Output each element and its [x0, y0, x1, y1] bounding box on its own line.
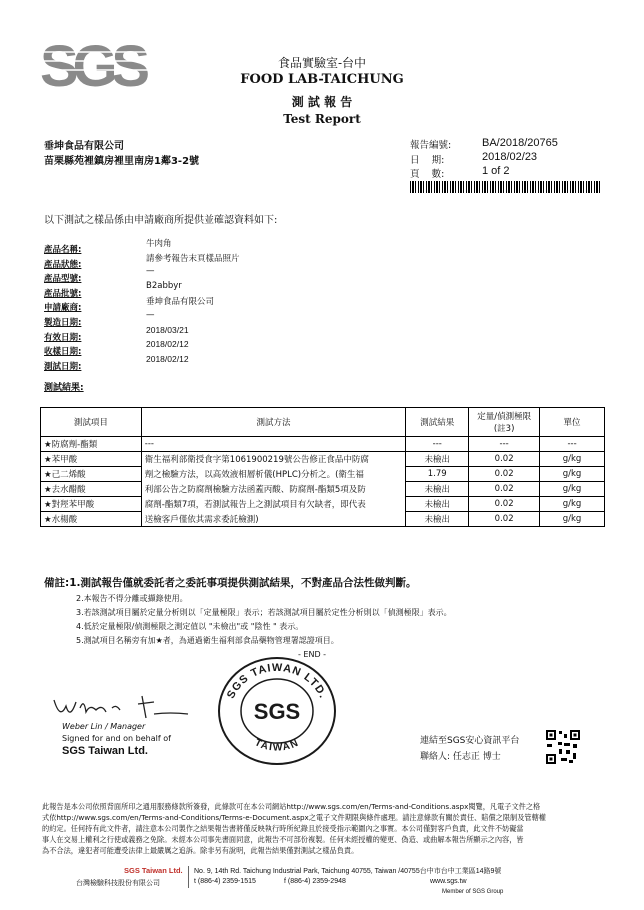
note-4: 4.低於定量極限/偵測極限之測定值以 "未檢出"或 "陰性 " 表示。 [76, 622, 304, 631]
note-3: 3.若該測試項目屬於定量分析則以「定量極限」表示；若該測試項目屬於定性分析則以「偵測極限」表示。 [76, 608, 452, 617]
footer-web[interactable]: www.sgs.tw [430, 878, 467, 885]
col-header-item: 測試項目 [41, 408, 142, 437]
footer-tel: t (886-4) 2359-1515 [194, 878, 256, 885]
signed-for-text: Signed for and on behalf of [62, 734, 171, 743]
report-date-value: 2018/02/23 [482, 151, 538, 163]
cell-item: ★苯甲酸 [41, 452, 142, 467]
sample-field-row [44, 339, 444, 358]
disclaimer-line: 式依http://www.sgs.com/en/Terms-and-Conditions/Terms-e-Document.aspx之電子文件期限與條件處理。請注意條款有關於責任、賠償之限制及管轄權 [42, 813, 546, 822]
col-header-limit: 定量/偵測極限(註3) [469, 408, 540, 437]
cell-result: 未檢出 [406, 482, 469, 497]
barcode [410, 181, 600, 193]
field-value: 請參考報告末頁樣品照片 [146, 253, 240, 264]
disclaimer-line: 此報告是本公司依照背面所印之通用服務條款所簽發，此條款可在本公司網站http://www.sgs.com/en/Terms-and-Conditions.aspx閱覽，凡電子文件之格 [42, 802, 541, 811]
disclaimer-line: 為不合法，違犯者可能遭受法律上最嚴厲之追訴。除非另有說明，此報告結果僅對測試之樣品負責。 [42, 846, 359, 855]
cell-item: ★己二烯酸 [41, 467, 142, 482]
table-row [41, 467, 605, 482]
field-value: 牛肉角 [146, 239, 172, 249]
sample-field-row [44, 252, 444, 270]
lab-title-en: FOOD LAB-TAICHUNG [240, 72, 404, 87]
field-label: 收樣日期: [44, 347, 82, 358]
cell-unit: --- [540, 437, 605, 452]
field-label: 申請廠商: [44, 303, 82, 314]
report-no-label: 報告編號: [410, 140, 452, 151]
disclaimer-block [42, 801, 604, 856]
cell-method: 腐劑-酯類7項，若測試報告上之測試項目有欠缺者，即代表 [141, 497, 406, 512]
field-value: — [146, 309, 155, 320]
col-header-method: 測試方法 [141, 408, 406, 437]
sample-field-row [44, 280, 444, 299]
cell-limit: 0.02 [469, 512, 540, 527]
footer-fax: f (886-4) 2359-2948 [284, 878, 346, 885]
signer-company: SGS Taiwan Ltd. [62, 745, 148, 757]
note-2: 2.本報告不得分離或擷錄使用。 [76, 594, 188, 603]
table-row [41, 512, 605, 527]
cell-item: ★對羥苯甲酸 [41, 497, 142, 512]
report-title-en: Test Report [283, 112, 361, 126]
contact-link[interactable]: 連結至SGS安心資訊平台 [420, 736, 520, 746]
client-name: 垂坤食品有限公司 [44, 141, 124, 152]
table-row [41, 437, 605, 452]
disclaimer-line: 的約定。任何持有此文件者，請注意本公司製作之結果報告書將僅反映執行時所紀錄且於接受指示範圍內之事實。本公司僅對客戶負責，此文件不妨礙當 [42, 824, 524, 833]
field-value: — [146, 266, 155, 277]
col-header-unit: 單位 [540, 408, 605, 437]
contact-person: 聯絡人: 任志正 博士 [420, 752, 501, 762]
client-address: 苗栗縣苑裡鎮房裡里南房1鄰3-2號 [44, 156, 200, 167]
sample-field-row [44, 353, 444, 372]
field-label: 產品批號: [44, 288, 82, 299]
field-label: 測試日期: [44, 361, 82, 372]
field-value: 2018/02/12 [146, 353, 189, 364]
sample-field-row [44, 295, 444, 314]
cell-result: 未檢出 [406, 497, 469, 512]
cell-limit: 0.02 [469, 452, 540, 467]
sample-field-row [44, 324, 444, 343]
cell-limit: 0.02 [469, 497, 540, 512]
cell-limit: 0.02 [469, 467, 540, 482]
cell-result: 未檢出 [406, 452, 469, 467]
footer-company: SGS Taiwan Ltd. [124, 866, 183, 875]
cell-unit: g/kg [540, 482, 605, 497]
footer-company-zh: 台灣檢驗科技股份有限公司 [76, 879, 160, 887]
footer [40, 864, 606, 898]
signer-name: Weber Lin / Manager [62, 722, 146, 731]
footer-member: Member of SGS Group [442, 889, 504, 895]
sgs-logo [40, 36, 150, 94]
cell-method: 送檢客戶僅依其需求委託檢測) [141, 512, 406, 527]
field-value: B2abbyr [146, 280, 182, 291]
cell-method: 衛生福利部衛授食字第1061900219號公告修正食品中防腐 [141, 452, 406, 467]
cell-method: 利部公告之防腐劑檢驗方法函蓋丙酸、防腐劑-酯類5項及防 [141, 482, 406, 497]
disclaimer-line: 事人在交易上權利之行使或義務之免除。未經本公司事先書面同意，此報告不可部份複製。任何未經授權的變更、偽造、或曲解本報告所顯示之內容，皆 [42, 835, 524, 844]
field-value: 垂坤食品有限公司 [146, 297, 215, 308]
cell-unit: g/kg [540, 512, 605, 527]
report-no-value: BA/2018/20765 [482, 137, 558, 149]
sample-field-row [44, 237, 444, 255]
company-stamp [216, 655, 338, 767]
results-table [40, 407, 605, 527]
sample-field-row [44, 309, 444, 328]
field-value: 2018/02/12 [146, 339, 189, 350]
cell-item: ★水楊酸 [41, 512, 142, 527]
field-label: 產品名稱: [44, 245, 82, 255]
cell-method: --- [141, 437, 406, 452]
svg-text:SGS TAIWAN LTD. [225, 662, 329, 701]
cell-limit: 0.02 [469, 482, 540, 497]
stamp-text-top: SGS TAIWAN LTD. [224, 661, 330, 701]
report-page-label: 頁 數: [410, 169, 445, 180]
field-label: 產品狀態: [44, 259, 82, 270]
table-row [41, 452, 605, 467]
note-5: 5.測試項目名稱旁有加★者，為通過衛生福利部食品藥物管理署認證項目。 [76, 636, 339, 645]
cell-limit: --- [469, 437, 540, 452]
report-title-zh: 測 試 報 告 [291, 95, 353, 109]
cell-unit: g/kg [540, 452, 605, 467]
stamp-text-bottom: TAIWAN [252, 737, 302, 754]
field-label: 產品型號: [44, 274, 82, 285]
end-marker: - END - [298, 650, 327, 659]
cell-result: 未檢出 [406, 512, 469, 527]
table-header-row [41, 408, 605, 437]
field-label: 製造日期: [44, 317, 82, 328]
stamp-text-center: SGS [253, 699, 301, 724]
report-date-label: 日 期: [410, 155, 445, 166]
results-heading: 測試結果: [44, 383, 84, 393]
field-value: 2018/03/21 [146, 324, 189, 335]
sample-fields [44, 237, 444, 372]
footer-address: No. 9, 14th Rd. Taichung Industrial Park, Taichung 40755, Taiwan /40755台中市台中工業區14路9號 [194, 868, 502, 875]
cell-result: 1.79 [406, 467, 469, 482]
sample-field-row [44, 266, 444, 285]
cell-unit: g/kg [540, 497, 605, 512]
cell-item: ★防腐劑-酯類 [41, 437, 142, 452]
col-header-result: 測試結果 [406, 408, 469, 437]
qr-code-icon[interactable] [545, 729, 581, 765]
lab-title-zh: 食品實驗室-台中 [277, 56, 367, 70]
cell-method: 劑之檢驗方法，以高效液相層析儀(HPLC)分析之。(衛生福 [141, 467, 406, 482]
report-page-value: 1 of 2 [482, 165, 510, 177]
cell-item: ★去水醋酸 [41, 482, 142, 497]
cell-unit: g/kg [540, 467, 605, 482]
note-1: 備註:1.測試報告僅就委託者之委託事項提供測試結果，不對產品合法性做判斷。 [44, 577, 417, 589]
svg-text:SGS: SGS [40, 36, 148, 94]
footer-divider [188, 866, 189, 888]
handwritten-signature [50, 690, 190, 724]
cell-result: --- [406, 437, 469, 452]
field-label: 有效日期: [44, 332, 82, 343]
svg-text:TAIWAN [253, 737, 301, 753]
table-row [41, 497, 605, 512]
table-row [41, 482, 605, 497]
intro-text: 以下測試之樣品係由申請廠商所提供並確認資料如下: [44, 215, 278, 226]
